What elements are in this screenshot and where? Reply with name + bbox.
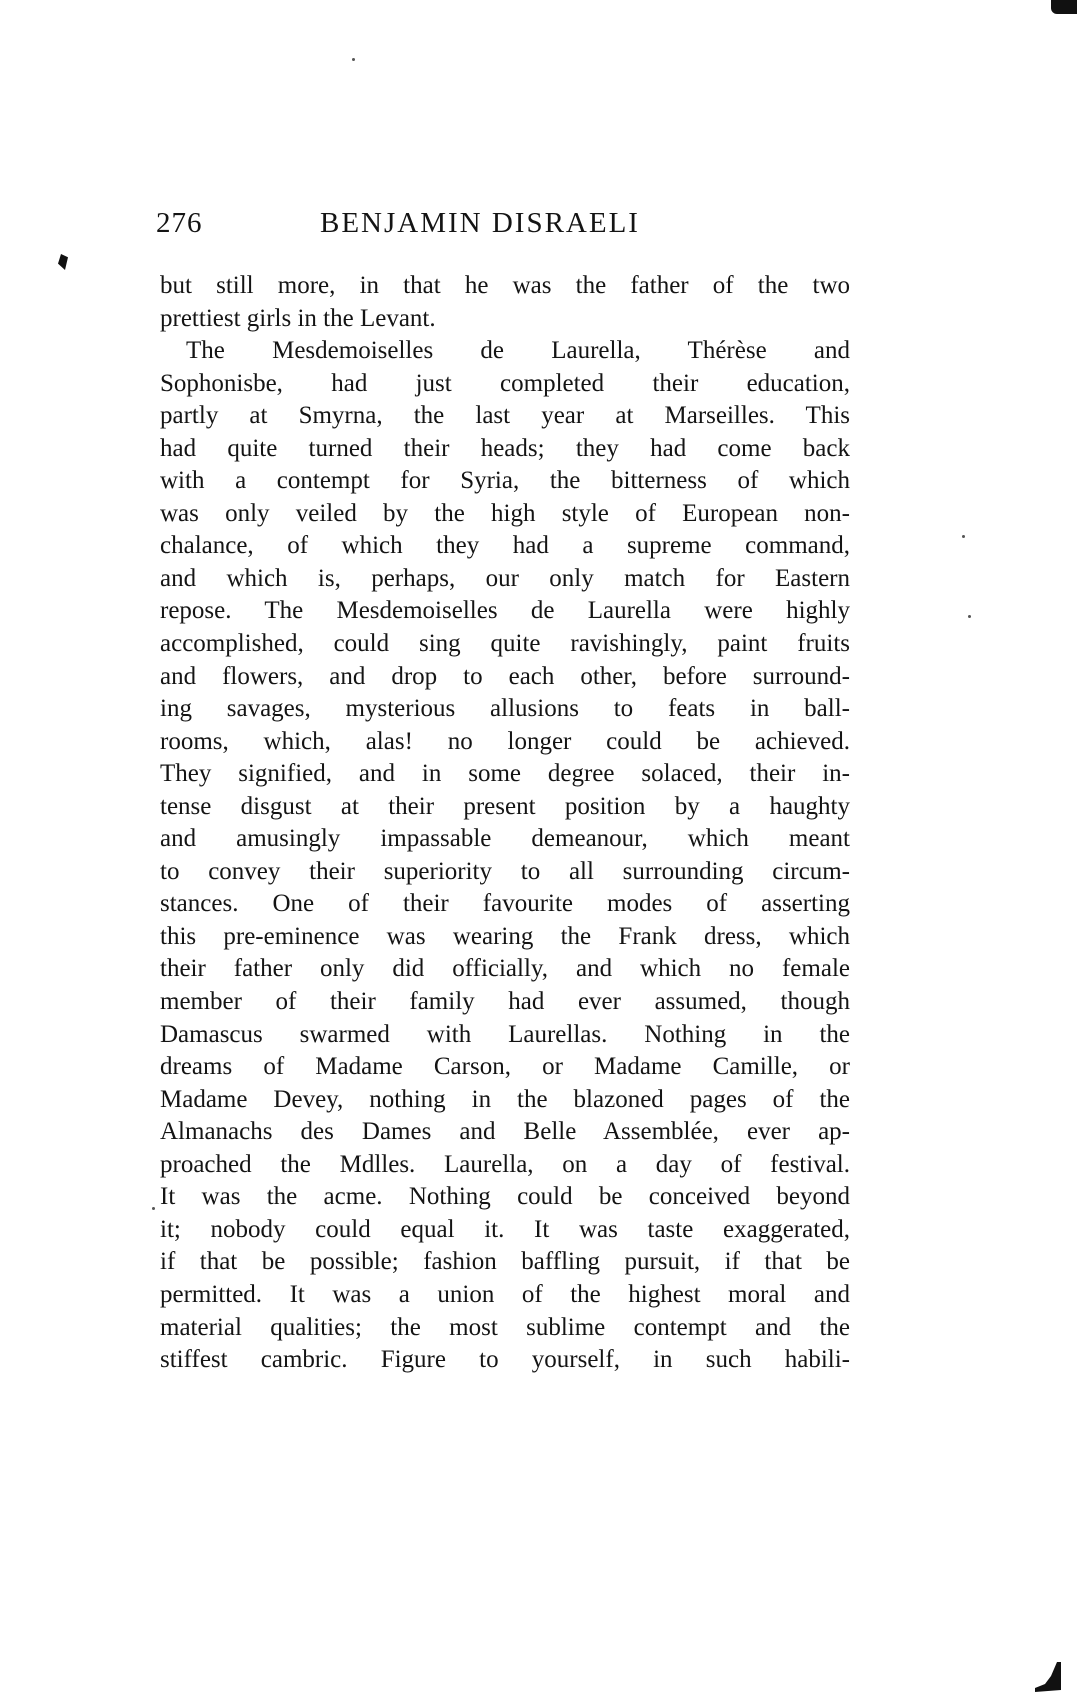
margin-arrow-mark — [58, 254, 68, 270]
page-header — [156, 203, 856, 243]
text-line: was only veiled by the high style of European non- — [160, 499, 850, 527]
text-line: partly at Smyrna, the last year at Marseilles. This — [160, 402, 850, 430]
text-line: Sophonisbe, had just completed their education, — [160, 369, 850, 397]
text-line: their father only did officially, and which no female — [160, 955, 850, 983]
body-text — [160, 270, 850, 1377]
text-line: permitted. It was a union of the highest moral and — [160, 1280, 850, 1308]
text-line: material qualities; the most sublime contempt and the — [160, 1313, 850, 1341]
text-line: It was the acme. Nothing could be conceived beyond — [160, 1183, 850, 1211]
text-line: repose. The Mesdemoiselles de Laurella were highly — [160, 597, 850, 625]
text-line: rooms, which, alas! no longer could be achieved. — [160, 727, 850, 755]
text-line: stances. One of their favourite modes of asserting — [160, 890, 850, 918]
text-line: to convey their superiority to all surrounding circum- — [160, 857, 850, 885]
text-line: Damascus swarmed with Laurellas. Nothing in the — [160, 1020, 850, 1048]
text-line: chalance, of which they had a supreme command, — [160, 532, 850, 560]
text-line: and flowers, and drop to each other, before surround- — [160, 662, 850, 690]
text-line: if that be possible; fashion baffling pursuit, if that be — [160, 1248, 850, 1276]
running-title: BENJAMIN DISRAELI — [320, 207, 640, 239]
text-line: Almanachs des Dames and Belle Assemblée, ever ap- — [160, 1118, 850, 1146]
speck — [152, 1207, 155, 1210]
text-line: accomplished, could sing quite ravishingly, paint fruits — [160, 630, 850, 658]
corner-scan-mark — [1031, 1654, 1071, 1694]
page-number: 276 — [156, 207, 203, 239]
text-line: tense disgust at their present position by a haughty — [160, 792, 850, 820]
corner-tab-mark — [1051, 0, 1077, 14]
text-line: They signified, and in some degree solaced, their in- — [160, 760, 850, 788]
speck — [962, 535, 965, 538]
speck — [968, 615, 971, 618]
text-line: this pre-eminence was wearing the Frank dress, which — [160, 922, 850, 950]
text-line: and amusingly impassable demeanour, which meant — [160, 825, 850, 853]
text-line: it; nobody could equal it. It was taste exaggerated, — [160, 1215, 850, 1243]
text-line: Madame Devey, nothing in the blazoned pages of the — [160, 1085, 850, 1113]
text-line: member of their family had ever assumed, though — [160, 988, 850, 1016]
text-line: proached the Mdlles. Laurella, on a day of festival. — [160, 1150, 850, 1178]
text-line: prettiest girls in the Levant. — [160, 304, 436, 332]
text-line: had quite turned their heads; they had come back — [160, 434, 850, 462]
text-line: with a contempt for Syria, the bitterness of which — [160, 467, 850, 495]
text-line: The Mesdemoiselles de Laurella, Thérèse and — [186, 337, 850, 365]
text-line: stiffest cambric. Figure to yourself, in such habili- — [160, 1346, 850, 1374]
text-line: and which is, perhaps, our only match for Eastern — [160, 564, 850, 592]
speck — [352, 58, 355, 61]
text-line: ing savages, mysterious allusions to feats in ball- — [160, 695, 850, 723]
text-line: but still more, in that he was the father of the two — [160, 272, 850, 299]
text-line: dreams of Madame Carson, or Madame Camille, or — [160, 1053, 850, 1081]
